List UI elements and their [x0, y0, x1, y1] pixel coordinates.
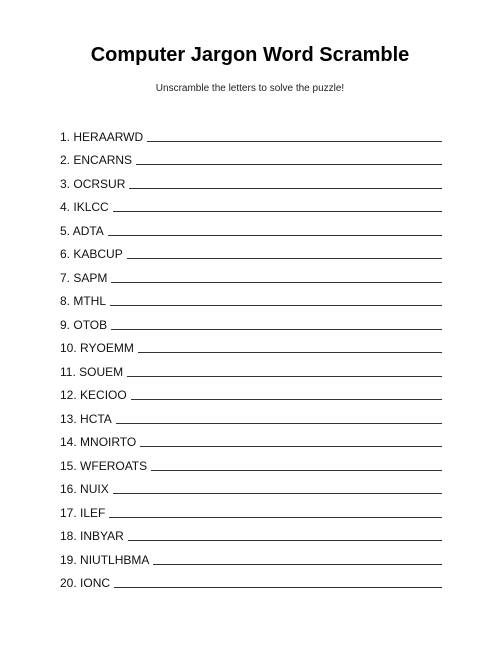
- answer-line[interactable]: [116, 411, 442, 424]
- item-number: 16.: [60, 482, 77, 496]
- answer-line[interactable]: [138, 340, 442, 353]
- scramble-clue: [60, 388, 127, 402]
- answer-line[interactable]: [113, 481, 442, 494]
- item-number: 4.: [60, 200, 71, 214]
- answer-line[interactable]: [127, 246, 442, 259]
- scrambled-word: INBYAR: [80, 529, 124, 543]
- scramble-clue: [60, 177, 125, 191]
- scramble-item: [60, 144, 442, 168]
- instructions: Unscramble the letters to solve the puzzle!: [155, 83, 345, 94]
- scramble-clue: [60, 576, 110, 590]
- scrambled-word: OCRSUR: [73, 176, 126, 191]
- answer-line[interactable]: [127, 364, 442, 377]
- item-number: 9.: [60, 317, 71, 332]
- scramble-item: [60, 496, 442, 520]
- scrambled-word: HERAARWD: [73, 129, 144, 144]
- scramble-clue: [60, 271, 107, 285]
- answer-line[interactable]: [153, 552, 442, 565]
- item-number: 10.: [60, 341, 77, 355]
- scramble-clue: [60, 412, 112, 426]
- scrambled-word: KABCUP: [73, 247, 123, 261]
- scramble-clue: [60, 482, 109, 496]
- scramble-clue: [60, 506, 105, 520]
- scramble-item: [60, 355, 442, 379]
- scramble-item: [60, 308, 442, 332]
- scramble-item: [60, 120, 442, 144]
- scramble-clue: [60, 365, 123, 379]
- scrambled-word: IONC: [80, 576, 111, 590]
- scramble-clue: [60, 318, 107, 332]
- item-number: 20.: [60, 576, 77, 590]
- scrambled-word: SOUEM: [79, 364, 124, 379]
- item-number: 3.: [60, 176, 71, 191]
- scrambled-word: ADTA: [72, 223, 104, 238]
- scrambled-word: MNOIRTO: [80, 435, 137, 449]
- scramble-clue: [60, 130, 143, 144]
- scramble-item: [60, 332, 442, 356]
- answer-line[interactable]: [136, 152, 442, 165]
- scramble-item: [60, 261, 442, 285]
- scrambled-word: KECIOO: [80, 388, 127, 402]
- scramble-item: [60, 543, 442, 567]
- answer-line[interactable]: [108, 223, 442, 236]
- scramble-clue: [60, 294, 106, 308]
- scrambled-word: HCTA: [80, 411, 112, 426]
- item-number: 12.: [60, 388, 77, 402]
- answer-line[interactable]: [128, 528, 442, 541]
- item-number: 7.: [60, 270, 71, 285]
- scrambled-word: NUIX: [80, 482, 109, 496]
- scrambled-word: ILEF: [80, 505, 106, 520]
- item-number: 2.: [60, 153, 71, 167]
- scramble-clue: [60, 341, 134, 355]
- answer-line[interactable]: [129, 176, 442, 189]
- scramble-item: [60, 520, 442, 544]
- scramble-item: [60, 214, 442, 238]
- scramble-item: [60, 402, 442, 426]
- scramble-clue: [60, 224, 104, 238]
- scramble-item: [60, 285, 442, 309]
- scramble-item: [60, 473, 442, 497]
- answer-line[interactable]: [151, 458, 442, 471]
- scramble-item: [60, 426, 442, 450]
- item-number: 5.: [60, 223, 71, 238]
- scrambled-word: SAPM: [73, 270, 108, 285]
- scrambled-word: NIUTLHBMA: [80, 552, 150, 567]
- answer-line[interactable]: [111, 270, 442, 283]
- scramble-clue: [60, 529, 124, 543]
- scramble-item: [60, 567, 442, 591]
- scramble-item: [60, 238, 442, 262]
- scrambled-word: OTOB: [73, 317, 108, 332]
- item-number: 8.: [60, 294, 71, 308]
- scramble-clue: [60, 200, 109, 214]
- answer-line[interactable]: [109, 505, 442, 518]
- item-number: 19.: [60, 552, 77, 567]
- answer-line[interactable]: [114, 575, 442, 588]
- scramble-item: [60, 167, 442, 191]
- scrambled-word: RYOEMM: [80, 341, 134, 355]
- scrambled-word: WFEROATS: [80, 458, 148, 473]
- scramble-clue: [60, 553, 149, 567]
- item-number: 1.: [60, 129, 71, 144]
- item-number: 11.: [60, 364, 76, 379]
- answer-line[interactable]: [147, 129, 442, 142]
- scramble-list: [60, 120, 442, 590]
- scrambled-word: ENCARNS: [73, 153, 133, 167]
- scramble-clue: [60, 435, 136, 449]
- scrambled-word: MTHL: [73, 294, 107, 308]
- scramble-item: [60, 191, 442, 215]
- item-number: 6.: [60, 247, 71, 261]
- item-number: 15.: [60, 458, 77, 473]
- answer-line[interactable]: [131, 387, 442, 400]
- scramble-clue: [60, 459, 147, 473]
- answer-line[interactable]: [113, 199, 442, 212]
- answer-line[interactable]: [110, 293, 442, 306]
- item-number: 13.: [60, 411, 77, 426]
- page-title: Computer Jargon Word Scramble: [90, 44, 410, 66]
- answer-line[interactable]: [111, 317, 442, 330]
- item-number: 18.: [60, 529, 77, 543]
- item-number: 14.: [60, 435, 77, 449]
- scramble-clue: [60, 247, 123, 261]
- item-number: 17.: [60, 505, 77, 520]
- scramble-item: [60, 449, 442, 473]
- scramble-item: [60, 379, 442, 403]
- scramble-clue: [60, 153, 132, 167]
- answer-line[interactable]: [140, 434, 442, 447]
- scrambled-word: IKLCC: [73, 200, 109, 214]
